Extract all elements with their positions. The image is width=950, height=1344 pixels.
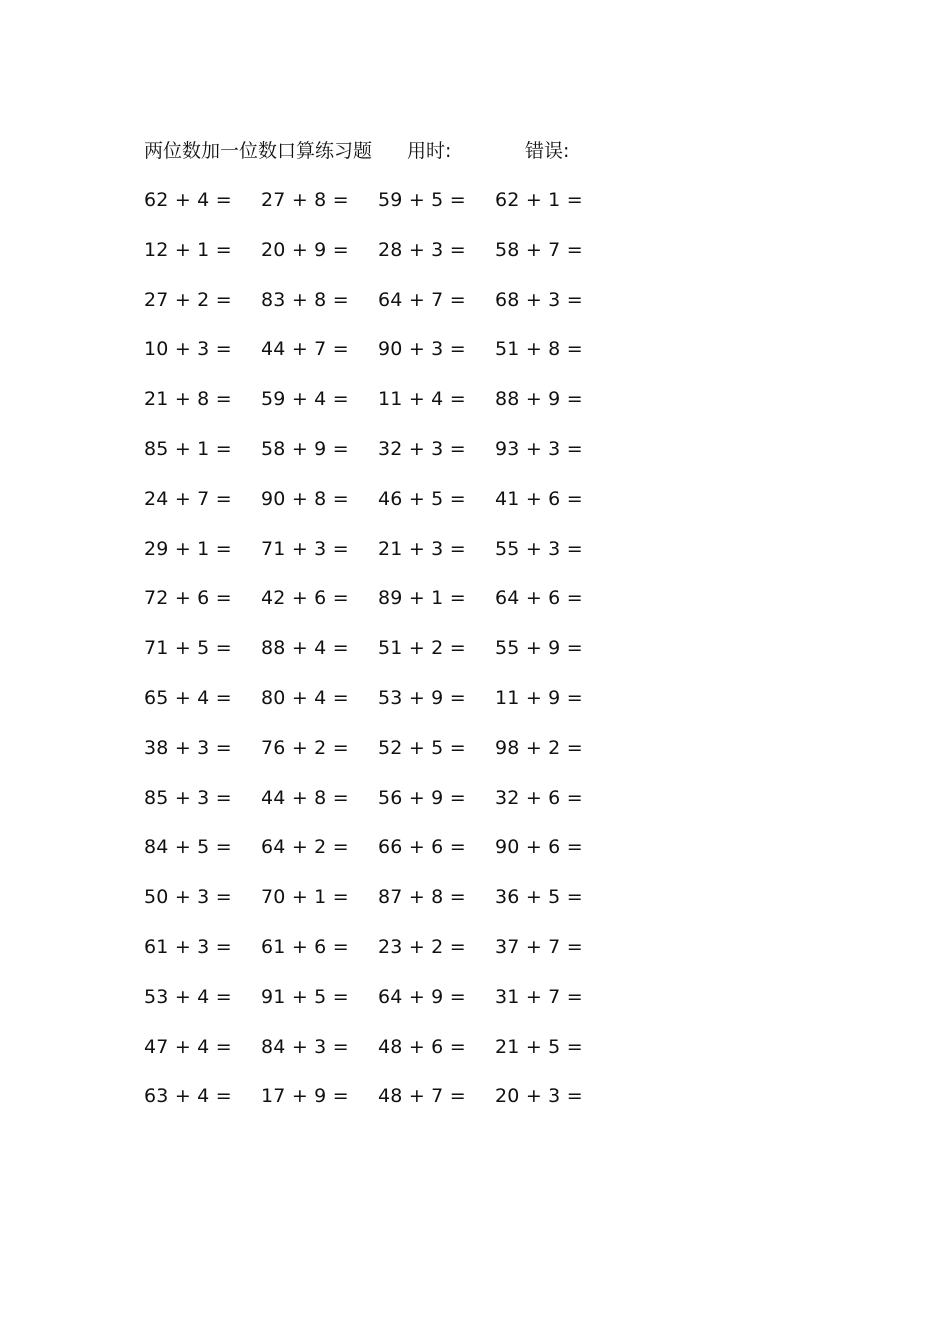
problem-item: 42 + 6 = [261, 587, 349, 610]
problem-item: 84 + 3 = [261, 1035, 349, 1058]
problem-row [144, 784, 614, 834]
problem-item: 63 + 4 = [144, 1085, 232, 1108]
problem-item: 85 + 3 = [144, 786, 232, 809]
problem-item: 20 + 9 = [261, 238, 349, 261]
problem-item: 28 + 3 = [378, 238, 466, 261]
problem-row [144, 385, 614, 435]
problem-item: 37 + 7 = [495, 935, 583, 958]
problem-item: 27 + 2 = [144, 288, 232, 311]
problem-item: 61 + 3 = [144, 935, 232, 958]
problem-item: 58 + 7 = [495, 238, 583, 261]
problem-item: 52 + 5 = [378, 736, 466, 759]
problem-item: 51 + 2 = [378, 637, 466, 660]
problem-item: 87 + 8 = [378, 886, 466, 909]
problem-row [144, 833, 614, 883]
problem-item: 56 + 9 = [378, 786, 466, 809]
problem-item: 48 + 7 = [378, 1085, 466, 1108]
problem-item: 32 + 6 = [495, 786, 583, 809]
problem-item: 24 + 7 = [144, 487, 232, 510]
problem-item: 64 + 7 = [378, 288, 466, 311]
problem-item: 93 + 3 = [495, 437, 583, 460]
problem-row [144, 335, 614, 385]
errors-label: 错误: [525, 140, 570, 162]
problem-row [144, 286, 614, 336]
problem-item: 23 + 2 = [378, 935, 466, 958]
problem-item: 64 + 9 = [378, 985, 466, 1008]
problem-row [144, 236, 614, 286]
problem-item: 59 + 5 = [378, 189, 466, 211]
problem-item: 11 + 9 = [495, 686, 583, 709]
problem-item: 46 + 5 = [378, 487, 466, 510]
problem-item: 44 + 7 = [261, 338, 349, 361]
problem-item: 48 + 6 = [378, 1035, 466, 1058]
problem-grid [144, 186, 614, 1132]
problem-item: 72 + 6 = [144, 587, 232, 610]
problem-item: 36 + 5 = [495, 886, 583, 909]
problem-item: 21 + 8 = [144, 388, 232, 411]
problem-item: 62 + 1 = [495, 189, 583, 211]
problem-row [144, 186, 614, 236]
problem-row [144, 435, 614, 485]
problem-item: 21 + 3 = [378, 537, 466, 560]
problem-row [144, 634, 614, 684]
problem-row [144, 684, 614, 734]
problem-item: 50 + 3 = [144, 886, 232, 909]
problem-row [144, 535, 614, 585]
problem-item: 80 + 4 = [261, 686, 349, 709]
problem-item: 11 + 4 = [378, 388, 466, 411]
problem-item: 32 + 3 = [378, 437, 466, 460]
problem-item: 51 + 8 = [495, 338, 583, 361]
problem-row [144, 1033, 614, 1083]
problem-item: 20 + 3 = [495, 1085, 583, 1108]
problem-item: 66 + 6 = [378, 836, 466, 859]
problem-row [144, 883, 614, 933]
problem-row [144, 734, 614, 784]
problem-item: 88 + 4 = [261, 637, 349, 660]
problem-row [144, 933, 614, 983]
problem-row [144, 485, 614, 535]
problem-item: 85 + 1 = [144, 437, 232, 460]
problem-item: 44 + 8 = [261, 786, 349, 809]
problem-item: 38 + 3 = [144, 736, 232, 759]
worksheet-title: 两位数加一位数口算练习题 [144, 140, 373, 162]
problem-item: 10 + 3 = [144, 338, 232, 361]
problem-item: 71 + 5 = [144, 637, 232, 660]
problem-item: 55 + 9 = [495, 637, 583, 660]
problem-item: 89 + 1 = [378, 587, 466, 610]
problem-item: 27 + 8 = [261, 189, 349, 211]
problem-item: 29 + 1 = [144, 537, 232, 560]
time-used-label: 用时: [407, 140, 452, 162]
problem-item: 62 + 4 = [144, 189, 232, 211]
problem-item: 90 + 6 = [495, 836, 583, 859]
problem-item: 55 + 3 = [495, 537, 583, 560]
problem-item: 76 + 2 = [261, 736, 349, 759]
problem-item: 64 + 2 = [261, 836, 349, 859]
problem-item: 83 + 8 = [261, 288, 349, 311]
problem-item: 12 + 1 = [144, 238, 232, 261]
problem-item: 61 + 6 = [261, 935, 349, 958]
problem-item: 58 + 9 = [261, 437, 349, 460]
problem-item: 41 + 6 = [495, 487, 583, 510]
problem-item: 90 + 3 = [378, 338, 466, 361]
problem-item: 65 + 4 = [144, 686, 232, 709]
problem-item: 53 + 9 = [378, 686, 466, 709]
problem-row [144, 983, 614, 1033]
problem-item: 71 + 3 = [261, 537, 349, 560]
problem-item: 70 + 1 = [261, 886, 349, 909]
problem-item: 91 + 5 = [261, 985, 349, 1008]
problem-item: 31 + 7 = [495, 985, 583, 1008]
problem-row [144, 1082, 614, 1132]
problem-item: 84 + 5 = [144, 836, 232, 859]
problem-item: 64 + 6 = [495, 587, 583, 610]
problem-item: 47 + 4 = [144, 1035, 232, 1058]
problem-item: 59 + 4 = [261, 388, 349, 411]
problem-item: 98 + 2 = [495, 736, 583, 759]
problem-item: 21 + 5 = [495, 1035, 583, 1058]
problem-item: 88 + 9 = [495, 388, 583, 411]
problem-item: 53 + 4 = [144, 985, 232, 1008]
problem-item: 68 + 3 = [495, 288, 583, 311]
problem-item: 17 + 9 = [261, 1085, 349, 1108]
problem-item: 90 + 8 = [261, 487, 349, 510]
problem-row [144, 584, 614, 634]
